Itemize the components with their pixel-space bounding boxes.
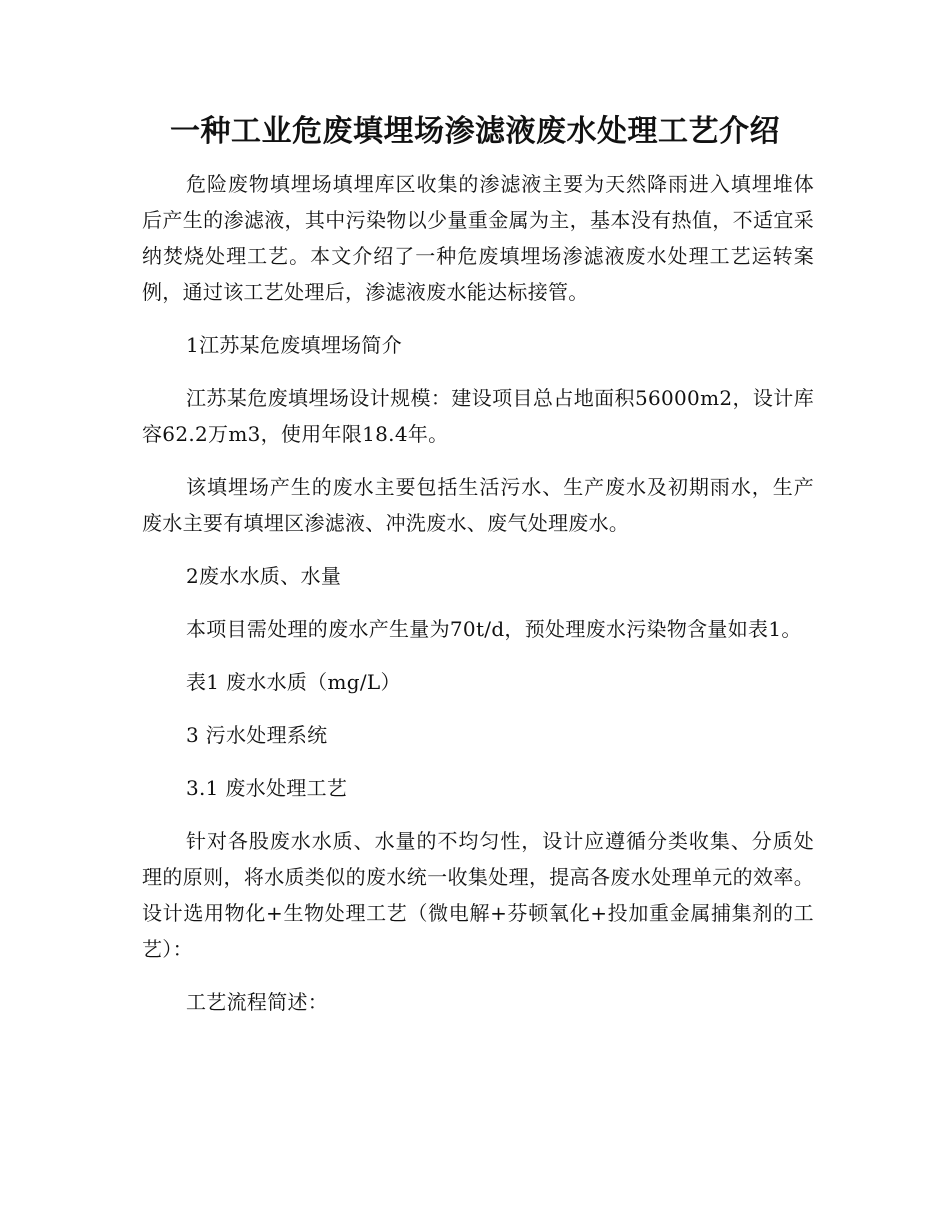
section-heading-2: 2废水水质、水量 <box>186 564 342 588</box>
site-design-paragraph: 江苏某危废填埋场设计规模：建设项目总占地面积56000m2，设计库容62.2万m3，使用年限18.4年。 <box>142 386 814 446</box>
wastewater-source-paragraph: 该填埋场产生的废水主要包括生活污水、生产废水及初期雨水，生产废水主要有填埋区渗滤液、冲洗废水、废气处理废水。 <box>142 475 814 535</box>
section-heading-3: 3 污水处理系统 <box>186 723 328 747</box>
table-caption: 表1 废水水质（mg/L） <box>186 670 401 694</box>
wastewater-volume-paragraph: 本项目需处理的废水产生量为70t/d，预处理废水污染物含量如表1。 <box>186 617 802 641</box>
process-design-paragraph: 针对各股废水水质、水量的不均匀性，设计应遵循分类收集、分质处理的原则，将水质类似的废水统一收集处理，提高各废水处理单元的效率。设计选用物化+生物处理工艺（微电解+芬顿氧化+投加重金属捕集剂的工艺）： <box>142 829 814 961</box>
intro-paragraph: 危险废物填埋场填埋库区收集的渗滤液主要为天然降雨进入填埋堆体后产生的渗滤液，其中污染物以少量重金属为主，基本没有热值，不适宜采纳焚烧处理工艺。本文介绍了一种危废填埋场渗滤液废水处理工艺运转案例，通过该工艺处理后，渗滤液废水能达标接管。 <box>142 172 814 304</box>
document-title: 一种工业危废填埋场渗滤液废水处理工艺介绍 <box>170 114 780 149</box>
process-flow-heading: 工艺流程简述： <box>186 990 329 1014</box>
document-body <box>142 166 814 1037</box>
section-heading-3-1: 3.1 废水处理工艺 <box>186 776 348 800</box>
section-heading-1: 1江苏某危废填埋场简介 <box>186 333 403 357</box>
